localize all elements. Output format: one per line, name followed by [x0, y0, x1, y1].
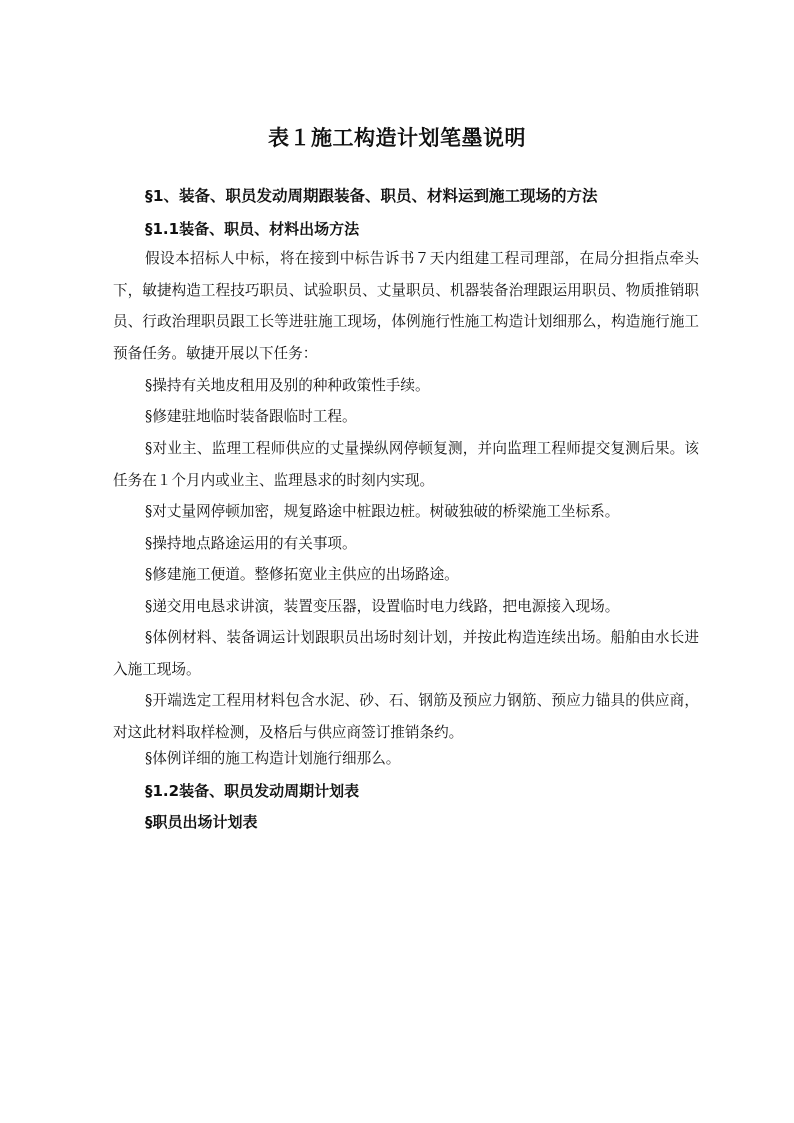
list-item: §开端选定工程用材料包含水泥、砂、石、钢筋及预应力钢筋、预应力锚具的供应商，对这此材料取样检测，及格后与供应商签订推销条约。	[113, 692, 699, 741]
list-item: §对业主、监理工程师供应的丈量操纵网停顿复测，并向监理工程师提交复测后果。该任务在１个月内或业主、监理恳求的时刻内实现。	[113, 440, 699, 489]
section-heading-1: §1、装备、职员发动周期跟装备、职员、材料运到施工现场的方法	[145, 187, 598, 205]
list-item: §操持地点路途运用的有关事项。	[145, 535, 357, 552]
list-item: §递交用电恳求讲演，装置变压器，设置临时电力线路，把电源接入现场。	[145, 598, 620, 615]
section-heading-1-1: §1.1装备、职员、材料出场方法	[145, 220, 360, 238]
intro-paragraph: 假设本招标人中标，将在接到中标告诉书７天内组建工程司理部，在局分担指点牵头下，敏捷构造工程技巧职员、试验职员、丈量职员、机器装备治理跟运用职员、物质推销职员、行政治理职员跟工长等进驻施工现场，体例施行性施工构造计划细那么，构造施行施工预备任务。敏捷开展以下任务：	[113, 250, 699, 362]
list-item: §修建驻地临时装备跟临时工程。	[145, 408, 357, 425]
list-item: §修建施工便道。整修拓宽业主供应的出场路途。	[145, 566, 459, 583]
list-item: §体例材料、装备调运计划跟职员出场时刻计划，并按此构造连续出场。船舶由水长进入施工现场。	[113, 629, 699, 678]
list-item: §操持有关地皮租用及别的种种政策性手续。	[145, 377, 430, 394]
section-heading-1-2: §1.2装备、职员发动周期计划表	[145, 782, 360, 800]
table-heading: §职员出场计划表	[145, 813, 258, 831]
list-item: §对丈量网停顿加密，规复路途中桩跟边桩。树破独破的桥梁施工坐标系。	[145, 503, 620, 520]
page-title: 表１施工构造计划笔墨说明	[268, 126, 526, 150]
list-item: §体例详细的施工构造计划施行细那么。	[145, 750, 401, 767]
